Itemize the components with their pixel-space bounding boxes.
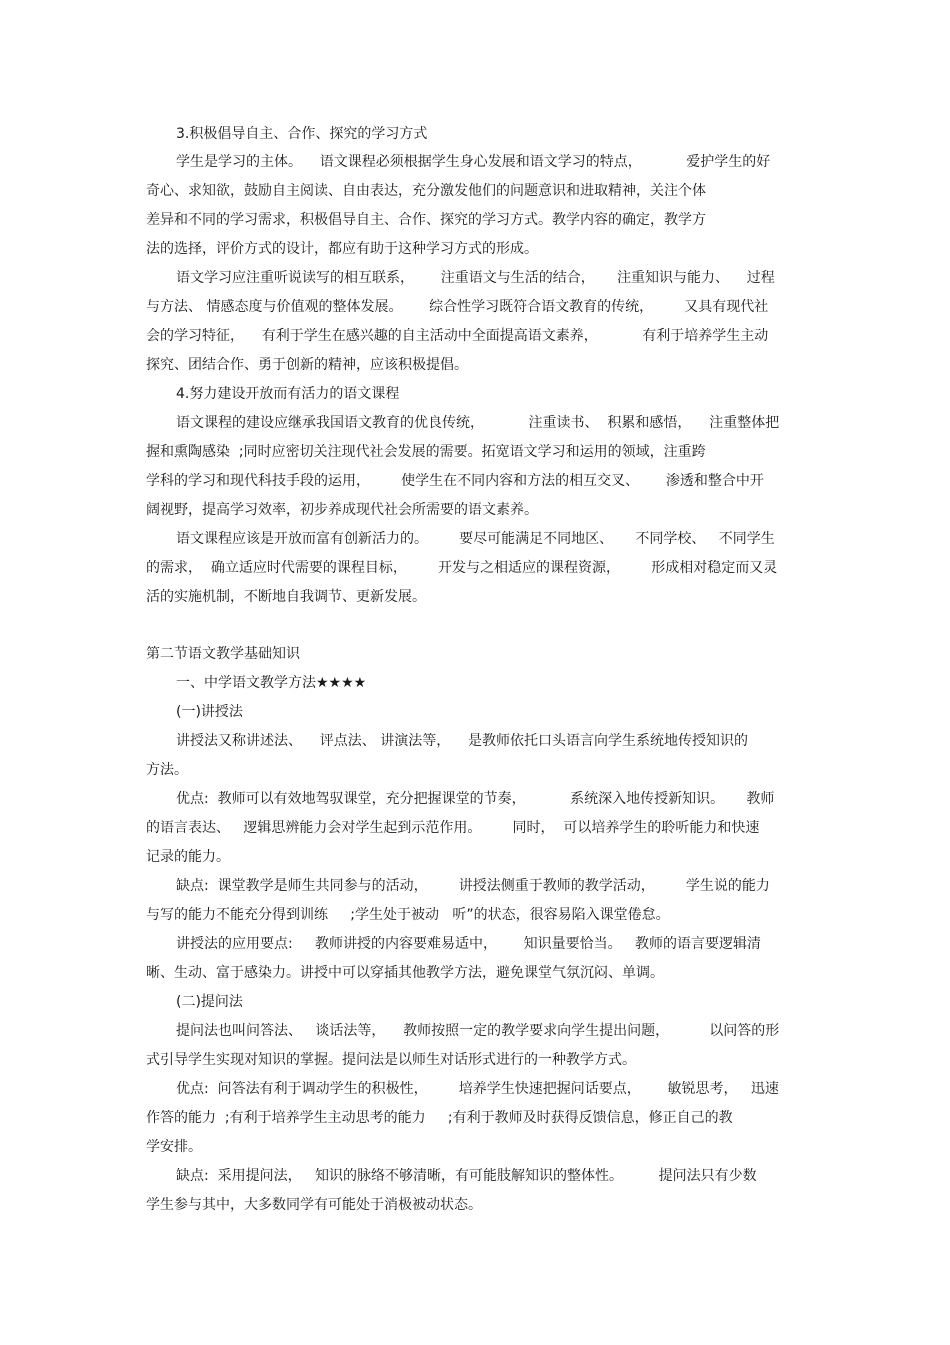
paragraph-line: 差异和不同的学习需求，积极倡导自主、合作、探究的学习方式。教学内容的确定，教学方 [146,212,706,228]
paragraph-line: 阔视野，提高学习效率，初步养成现代社会所需要的语文素养。 [146,502,538,518]
method-heading: (二)提问法 [176,994,243,1010]
paragraph-line: 作答的能力 ;有利于培养学生主动思考的能力 ;有利于教师及时获得反馈信息，修正自己的教 [146,1110,733,1126]
paragraph-line: 缺点: 课堂教学是师生共同参与的活动， 讲授法侧重于教师的教学活动， 学生说的能力 [176,878,770,894]
paragraph-line: 讲授法又称讲述法、 评点法、 讲演法等， 是教师依托口头语言向学生系统地传授知识的 [176,733,749,749]
paragraph-line: 式引导学生实现对知识的掌握。提问法是以师生对话形式进行的一种教学方式。 [146,1052,636,1068]
paragraph-line: 学科的学习和现代科技手段的运用， 使学生在不同内容和方法的相互交叉、 渗透和整合中开 [146,473,764,489]
paragraph-line: 语文课程应该是开放而富有创新活力的。 要尽可能满足不同地区、 不同学校、 不同学生 [176,531,775,547]
section-title: 第二节语文教学基础知识 [146,646,300,662]
paragraph-line: 学生是学习的主体。 语文课程必须根据学生身心发展和语文学习的特点， 爱护学生的好 [176,154,771,170]
paragraph-line: 奇心、求知欲，鼓励自主阅读、自由表达，充分激发他们的问题意识和进取精神，关注个体 [146,183,706,199]
paragraph-line: 会的学习特征， 有利于学生在感兴趣的自主活动中全面提高语文素养， 有利于培养学生主动 [146,328,769,344]
paragraph-line: 提问法也叫问答法、 谈话法等， 教师按照一定的教学要求向学生提出问题， 以问答的形 [176,1023,780,1039]
heading-4: 4.努力建设开放而有活力的语文课程 [176,386,400,402]
paragraph-line: 与写的能力不能充分得到训练 ;学生处于被动 听”的状态，很容易陷入课堂倦怠。 [146,907,670,923]
paragraph-line: 语文课程的建设应继承我国语文教育的优良传统， 注重读书、 积累和感悟， 注重整体把 [176,415,780,431]
paragraph-line: 学安排。 [146,1139,202,1155]
paragraph-line: 活的实施机制，不断地自我调节、更新发展。 [146,589,426,605]
heading-3: 3.积极倡导自主、合作、探究的学习方式 [176,126,428,142]
paragraph-line: 法的选择，评价方式的设计，都应有助于这种学习方式的形成。 [146,241,538,257]
paragraph-line: 探究、团结合作、勇于创新的精神，应该积极提倡。 [146,357,468,373]
paragraph-line: 缺点: 采用提问法， 知识的脉络不够清晰，有可能肢解知识的整体性。 提问法只有少数 [176,1168,757,1184]
paragraph-line: 语文学习应注重听说读写的相互联系， 注重语文与生活的结合， 注重知识与能力、 过程 [176,270,775,286]
paragraph-line: 的需求， 确立适应时代需要的课程目标， 开发与之相适应的课程资源， 形成相对稳定而又灵 [146,560,778,576]
paragraph-line: 的语言表达、 逻辑思辨能力会对学生起到示范作用。 同时， 可以培养学生的聆听能力和快速 [146,820,760,836]
paragraph-line: 优点: 问答法有利于调动学生的积极性， 培养学生快速把握问话要点， 敏锐思考， 迅速 [176,1081,779,1097]
subsection-title: 一、中学语文教学方法★★★★ [176,675,367,691]
paragraph-line: 握和熏陶感染 ;同时应密切关注现代社会发展的需要。拓宽语文学习和运用的领域，注重跨 [146,444,706,460]
method-heading: (一)讲授法 [176,704,243,720]
paragraph-line: 方法。 [146,762,188,778]
paragraph-line: 晰、生动、富于感染力。讲授中可以穿插其他教学方法，避免课堂气氛沉闷、单调。 [146,965,664,981]
paragraph-line: 讲授法的应用要点: 教师讲授的内容要难易适中， 知识量要恰当。 教师的语言要逻辑清 [176,936,762,952]
paragraph-line: 优点: 教师可以有效地驾驭课堂，充分把握课堂的节奏， 系统深入地传授新知识。 教师 [176,791,775,807]
paragraph-line: 记录的能力。 [146,849,230,865]
paragraph-line: 学生参与其中，大多数同学有可能处于消极被动状态。 [146,1197,482,1213]
paragraph-line: 与方法、 情感态度与价值观的整体发展。 综合性学习既符合语文教育的传统， 又具有现代社 [146,299,769,315]
